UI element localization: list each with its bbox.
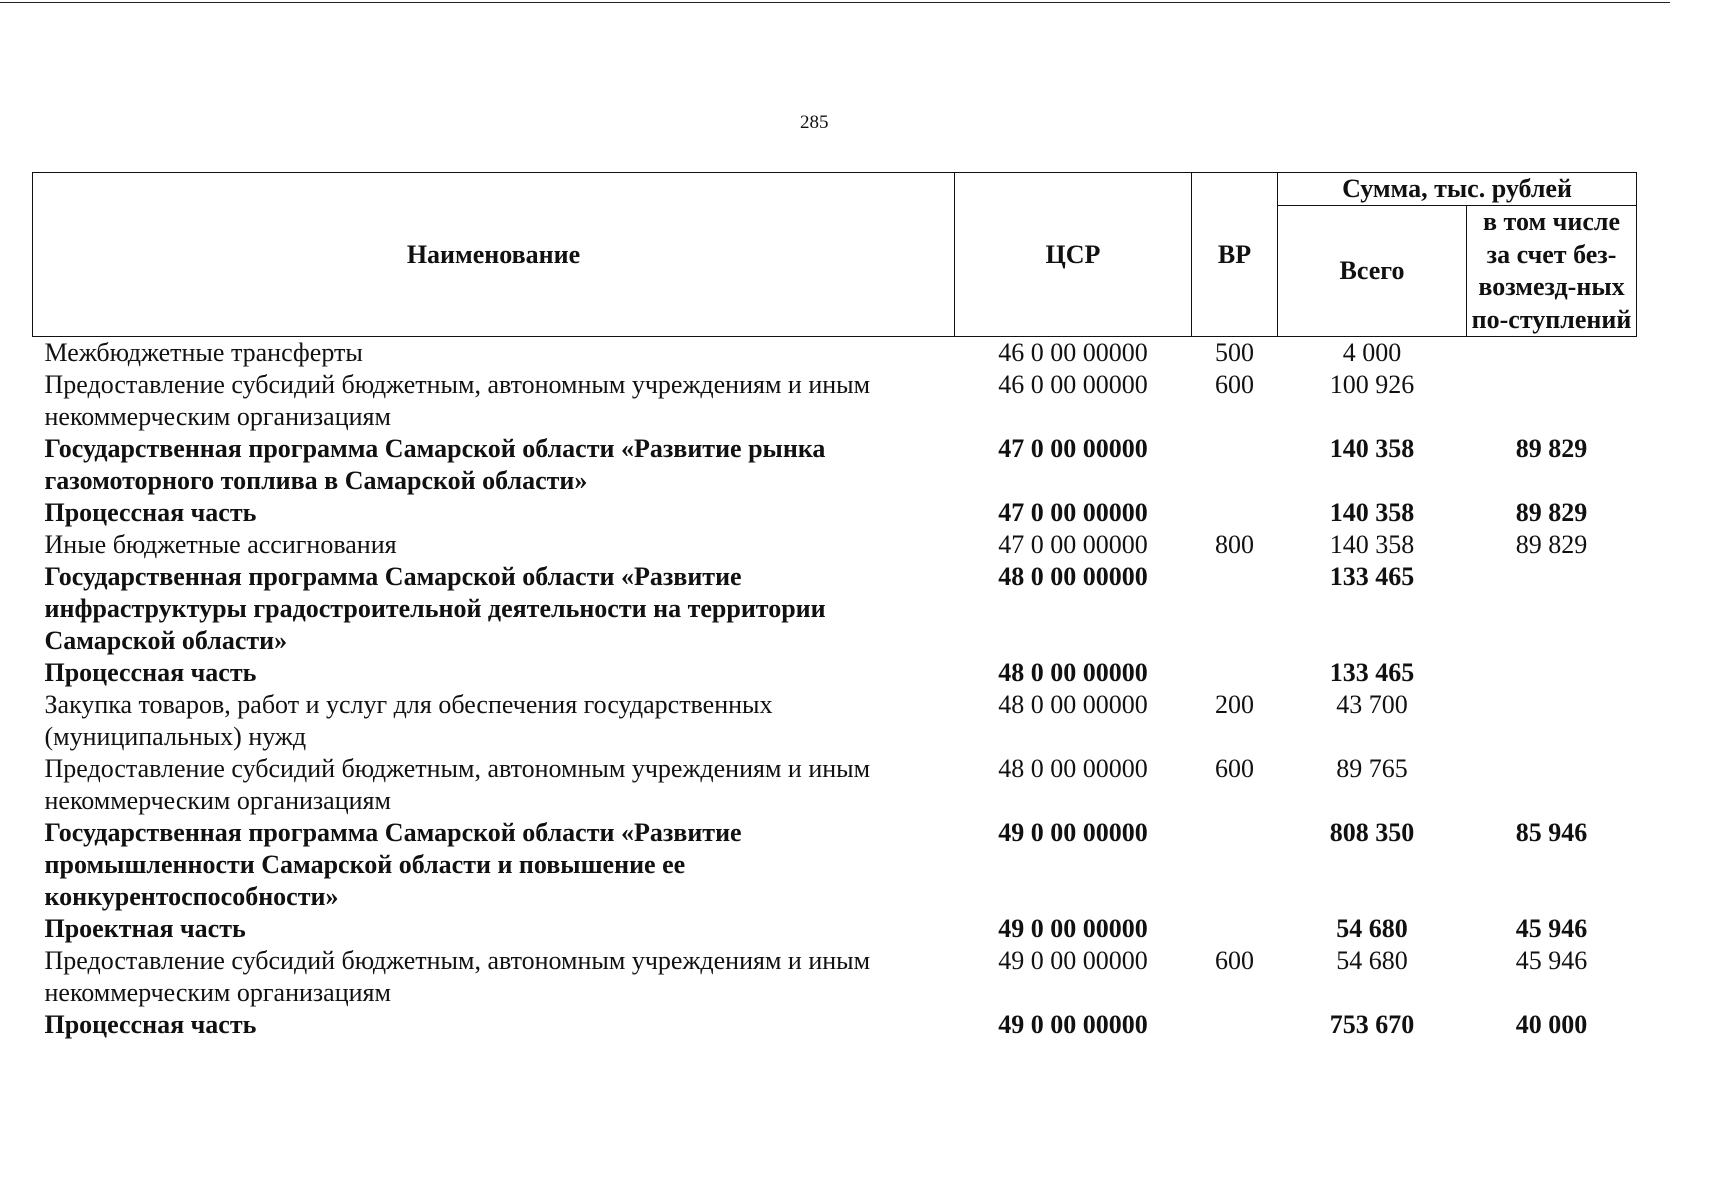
table-row <box>33 561 1637 657</box>
cell-total: 4 000 <box>1342 338 1402 367</box>
cell-incl: 89 829 <box>1515 530 1588 559</box>
cell-csr: 49 0 00 00000 <box>998 1010 1148 1039</box>
table-row <box>33 497 1637 529</box>
cell-total: 43 700 <box>1336 690 1408 719</box>
cell-vr <box>1192 433 1278 497</box>
cell-vr <box>1192 561 1278 657</box>
page-number: 285 <box>800 112 829 133</box>
cell-total: 54 680 <box>1336 914 1408 943</box>
cell-total: 100 926 <box>1329 370 1415 399</box>
cell-incl <box>1467 561 1637 657</box>
header-csr: ЦСР <box>955 173 1192 337</box>
cell-total: 54 680 <box>1336 946 1408 975</box>
cell-total: 140 358 <box>1329 530 1415 559</box>
cell-vr: 800 <box>1215 530 1254 559</box>
cell-csr: 48 0 00 00000 <box>998 754 1148 783</box>
cell-vr: 600 <box>1215 370 1254 399</box>
cell-incl: 85 946 <box>1515 818 1588 847</box>
cell-name: Процессная часть <box>44 498 257 527</box>
cell-incl: 89 829 <box>1515 434 1588 463</box>
cell-vr <box>1192 657 1278 689</box>
cell-total: 133 465 <box>1329 658 1415 687</box>
cell-incl: 40 000 <box>1515 1010 1588 1039</box>
cell-total: 133 465 <box>1329 562 1415 591</box>
table-row <box>33 657 1637 689</box>
cell-name: Иные бюджетные ассигнования <box>44 530 397 559</box>
cell-incl <box>1467 369 1637 433</box>
table-row <box>33 753 1637 817</box>
cell-name: Закупка товаров, работ и услуг для обеспечения государственных (муниципальных) нужд <box>44 690 773 751</box>
cell-name: Предоставление субсидий бюджетным, автономным учреждениям и иным некоммерческим организациям <box>44 754 871 815</box>
table-row <box>33 1009 1637 1041</box>
cell-name: Государственная программа Самарской области «Развитие рынка газомоторного топлива в Самарской области» <box>44 434 826 495</box>
cell-name: Предоставление субсидий бюджетным, автономным учреждениям и иным некоммерческим организациям <box>44 370 871 431</box>
cell-total: 140 358 <box>1329 498 1415 527</box>
cell-name: Предоставление субсидий бюджетным, автономным учреждениям и иным некоммерческим организациям <box>44 946 871 1007</box>
cell-csr: 47 0 00 00000 <box>998 530 1148 559</box>
cell-incl: 89 829 <box>1515 498 1588 527</box>
cell-name: Межбюджетные трансферты <box>44 338 363 367</box>
cell-vr: 200 <box>1215 690 1254 719</box>
table-row <box>33 689 1637 753</box>
cell-name: Проектная часть <box>44 914 246 943</box>
cell-vr <box>1192 817 1278 913</box>
header-sum: Сумма, тыс. рублей <box>1278 173 1637 206</box>
cell-incl <box>1467 689 1637 753</box>
cell-vr <box>1192 497 1278 529</box>
budget-table <box>32 172 1637 1041</box>
cell-vr: 500 <box>1215 338 1254 367</box>
cell-name: Процессная часть <box>44 658 257 687</box>
cell-csr: 48 0 00 00000 <box>998 658 1148 687</box>
header-vr: ВР <box>1192 173 1278 337</box>
table-row <box>33 817 1637 913</box>
cell-incl <box>1467 753 1637 817</box>
cell-csr: 48 0 00 00000 <box>998 690 1148 719</box>
table-body <box>33 337 1637 1042</box>
cell-incl: 45 946 <box>1515 914 1588 943</box>
cell-csr: 49 0 00 00000 <box>998 914 1148 943</box>
cell-name: Государственная программа Самарской области «Развитие инфраструктуры градостроительной деятельности на территории Самарской области» <box>44 562 826 655</box>
cell-total: 89 765 <box>1336 754 1408 783</box>
top-rule <box>0 2 1670 3</box>
table-row <box>33 529 1637 561</box>
cell-csr: 49 0 00 00000 <box>998 818 1148 847</box>
table-row <box>33 913 1637 945</box>
table-row <box>33 433 1637 497</box>
cell-incl <box>1467 657 1637 689</box>
header-total: Всего <box>1278 206 1467 337</box>
cell-vr <box>1192 913 1278 945</box>
table-row <box>33 945 1637 1009</box>
cell-vr <box>1192 1009 1278 1041</box>
cell-csr: 46 0 00 00000 <box>998 338 1148 367</box>
table-row <box>33 337 1637 370</box>
cell-csr: 47 0 00 00000 <box>998 498 1148 527</box>
cell-vr: 600 <box>1215 946 1254 975</box>
cell-total: 808 350 <box>1329 818 1415 847</box>
cell-total: 753 670 <box>1329 1010 1415 1039</box>
cell-name: Процессная часть <box>44 1010 257 1039</box>
cell-csr: 49 0 00 00000 <box>998 946 1148 975</box>
cell-incl: 45 946 <box>1515 946 1588 975</box>
table-header <box>33 173 1637 337</box>
cell-vr: 600 <box>1215 754 1254 783</box>
cell-name: Государственная программа Самарской области «Развитие промышленности Самарской области и повышение ее конкурентоспособности» <box>44 818 742 911</box>
cell-csr: 46 0 00 00000 <box>998 370 1148 399</box>
header-including: в том числе за счет без-возмезд-ных по-ступлений <box>1467 206 1637 337</box>
table-row <box>33 369 1637 433</box>
header-name: Наименование <box>33 173 955 337</box>
cell-csr: 48 0 00 00000 <box>998 562 1148 591</box>
cell-incl <box>1467 337 1637 370</box>
cell-csr: 47 0 00 00000 <box>998 434 1148 463</box>
cell-total: 140 358 <box>1329 434 1415 463</box>
